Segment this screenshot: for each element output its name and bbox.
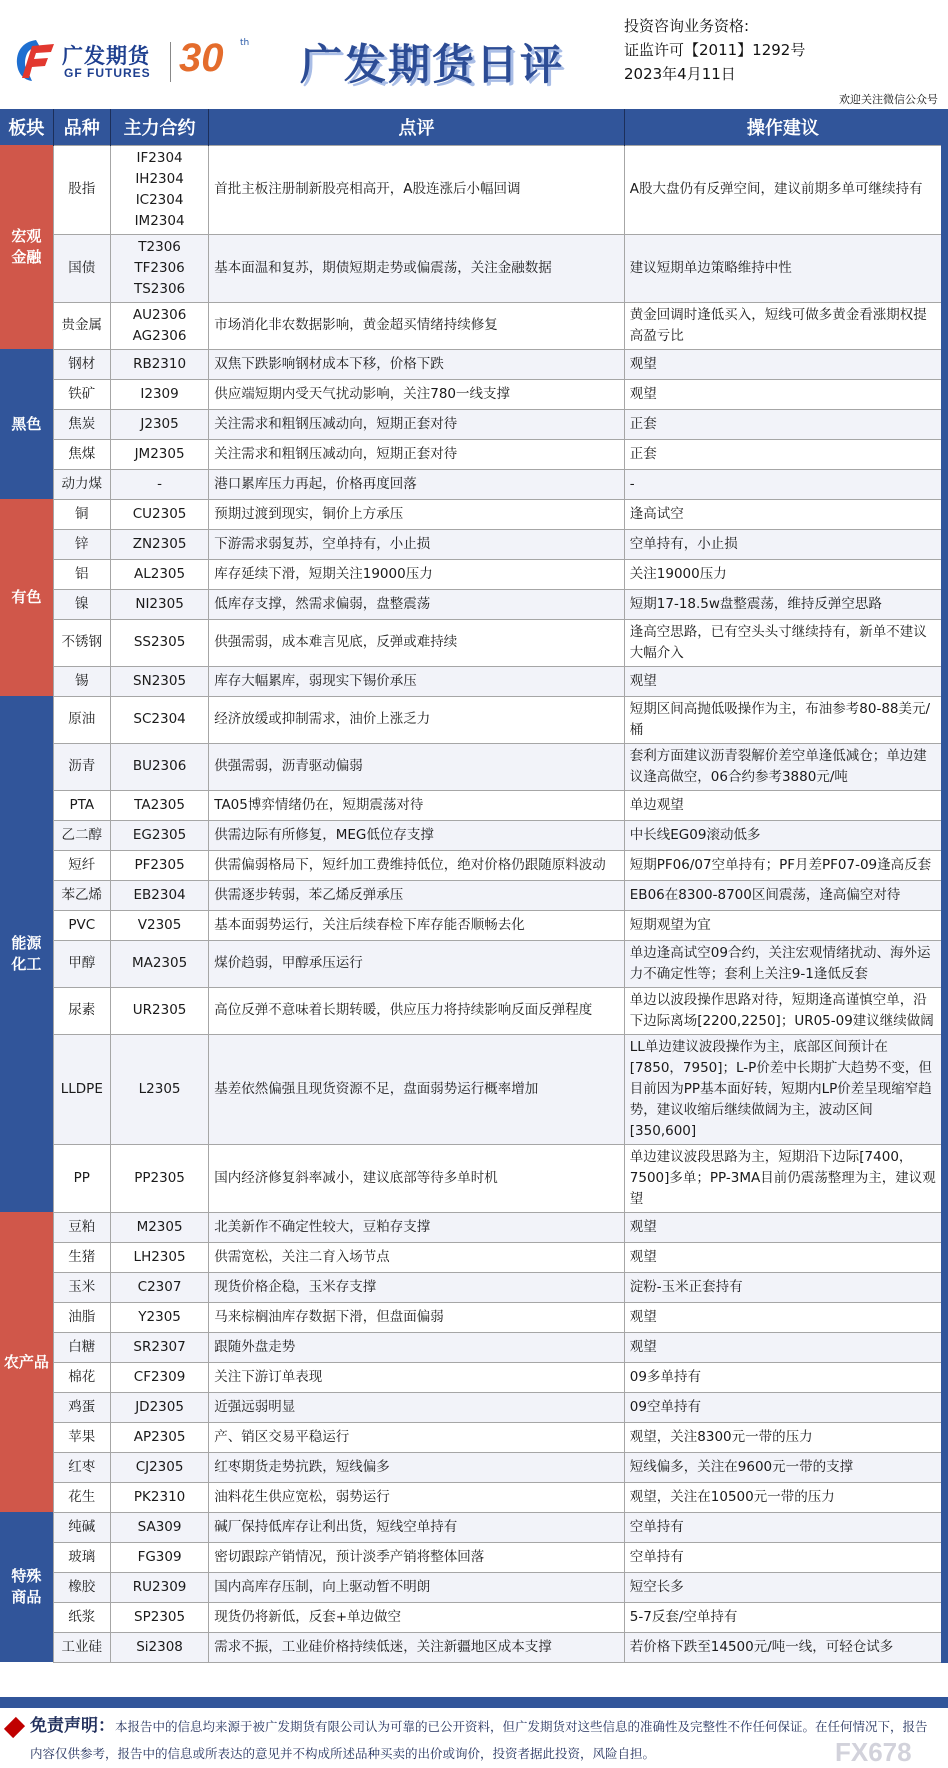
contract-cell: Y2305 <box>110 1302 208 1332</box>
comment-cell: 关注需求和粗钢压减动向，短期正套对待 <box>209 409 625 439</box>
advice-cell: 5-7反套/空单持有 <box>624 1602 944 1632</box>
variety-cell: 短纤 <box>53 850 110 880</box>
variety-cell: 铁矿 <box>53 379 110 409</box>
comment-cell: 供强需弱，沥青驱动偏弱 <box>209 743 625 790</box>
advice-cell: 观望 <box>624 1242 944 1272</box>
table-row <box>0 1512 945 1542</box>
contract-cell: M2305 <box>110 1212 208 1242</box>
contract-cell: SN2305 <box>110 666 208 696</box>
contract-cell: PF2305 <box>110 850 208 880</box>
table-row <box>0 469 945 499</box>
comment-cell: 油料花生供应宽松，弱势运行 <box>209 1482 625 1512</box>
col-header-comment: 点评 <box>209 109 625 145</box>
variety-cell: 甲醇 <box>53 940 110 987</box>
advice-cell: 09多单持有 <box>624 1362 944 1392</box>
contract-cell: Si2308 <box>110 1632 208 1662</box>
advice-cell: 空单持有，小止损 <box>624 529 944 559</box>
anniversary-logo: 30 <box>179 36 224 80</box>
table-row <box>0 589 945 619</box>
table-row <box>0 349 945 379</box>
advice-cell: 短期17-18.5w盘整震荡，维持反弹空思路 <box>624 589 944 619</box>
comment-cell: 跟随外盘走势 <box>209 1332 625 1362</box>
advice-cell: 观望 <box>624 1302 944 1332</box>
contract-cell: UR2305 <box>110 987 208 1034</box>
table-row <box>0 850 945 880</box>
advice-cell: 单边观望 <box>624 790 944 820</box>
contract-cell: SP2305 <box>110 1602 208 1632</box>
table-row <box>0 1272 945 1302</box>
variety-cell: 国债 <box>53 234 110 302</box>
variety-cell: 乙二醇 <box>53 820 110 850</box>
advice-cell: 单边以波段操作思路对待，短期逢高谨慎空单，沿下边际离场[2200,2250]；UR05-09建议继续做阔 <box>624 987 944 1034</box>
logo-en-text: GF FUTURES <box>64 66 151 80</box>
comment-cell: 红枣期货走势抗跌，短线偏多 <box>209 1452 625 1482</box>
variety-cell: 鸡蛋 <box>53 1392 110 1422</box>
contract-cell: MA2305 <box>110 940 208 987</box>
anniversary-suffix: th <box>240 38 250 48</box>
wechat-follow-note: 欢迎关注微信公众号 <box>839 93 938 106</box>
comment-cell: TA05博弈情绪仍在，短期震荡对待 <box>209 790 625 820</box>
table-row <box>0 1242 945 1272</box>
advice-cell: 正套 <box>624 409 944 439</box>
comment-cell: 煤价趋弱，甲醇承压运行 <box>209 940 625 987</box>
table-row <box>0 743 945 790</box>
table-row <box>0 1362 945 1392</box>
table-row <box>0 1542 945 1572</box>
variety-cell: 玻璃 <box>53 1542 110 1572</box>
disclaimer <box>30 1713 935 1767</box>
variety-cell: 工业硅 <box>53 1632 110 1662</box>
license-number: 证监许可【2011】1292号 <box>624 41 806 59</box>
advice-cell: 短期观望为宜 <box>624 910 944 940</box>
col-header-sector: 板块 <box>0 109 53 145</box>
comment-cell: 双焦下跌影响钢材成本下移，价格下跌 <box>209 349 625 379</box>
variety-cell: 贵金属 <box>53 302 110 349</box>
comment-cell: 基本面弱势运行，关注后续春检下库存能否顺畅去化 <box>209 910 625 940</box>
advice-cell: 09空单持有 <box>624 1392 944 1422</box>
comment-cell: 下游需求弱复苏，空单持有，小止损 <box>209 529 625 559</box>
variety-cell: 白糖 <box>53 1332 110 1362</box>
variety-cell: 钢材 <box>53 349 110 379</box>
col-header-variety: 品种 <box>53 109 110 145</box>
table-row <box>0 910 945 940</box>
advice-cell: 淀粉-玉米正套持有 <box>624 1272 944 1302</box>
table-row <box>0 409 945 439</box>
contract-cell: NI2305 <box>110 589 208 619</box>
qualification-label: 投资咨询业务资格: <box>624 17 750 35</box>
advice-cell: 套利方面建议沥青裂解价差空单逢低减仓；单边建议逢高做空，06合约参考3880元/吨 <box>624 743 944 790</box>
logo-divider <box>170 42 171 82</box>
comment-cell: 马来棕榈油库存数据下滑，但盘面偏弱 <box>209 1302 625 1332</box>
variety-cell: 豆粕 <box>53 1212 110 1242</box>
variety-cell: LLDPE <box>53 1034 110 1144</box>
comment-cell: 供强需弱，成本难言见底，反弹或难持续 <box>209 619 625 666</box>
table-row <box>0 1034 945 1144</box>
advice-cell: 逢高空思路，已有空头头寸继续持有，新单不建议大幅介入 <box>624 619 944 666</box>
advice-cell: 观望 <box>624 349 944 379</box>
sector-cell: 宏观 金融 <box>0 145 53 349</box>
contract-cell: IF2304 IH2304 IC2304 IM2304 <box>110 145 208 234</box>
variety-cell: 玉米 <box>53 1272 110 1302</box>
contract-cell: L2305 <box>110 1034 208 1144</box>
advice-cell: 建议短期单边策略维持中性 <box>624 234 944 302</box>
advice-cell: 观望，关注8300元一带的压力 <box>624 1422 944 1452</box>
contract-cell: SR2307 <box>110 1332 208 1362</box>
comment-cell: 密切跟踪产销情况，预计淡季产销将整体回落 <box>209 1542 625 1572</box>
contract-cell: I2309 <box>110 379 208 409</box>
comment-cell: 关注下游订单表现 <box>209 1362 625 1392</box>
comment-cell: 供需偏弱格局下，短纤加工费维持低位，绝对价格仍跟随原料波动 <box>209 850 625 880</box>
table-row <box>0 790 945 820</box>
variety-cell: 铝 <box>53 559 110 589</box>
gf-futures-logo <box>14 38 254 86</box>
sector-cell: 有色 <box>0 499 53 696</box>
gf-logo-icon <box>14 38 56 82</box>
comment-cell: 国内经济修复斜率减小，建议底部等待多单时机 <box>209 1144 625 1212</box>
sector-cell: 农产品 <box>0 1212 53 1512</box>
sector-cell: 黑色 <box>0 349 53 499</box>
advice-cell: 观望 <box>624 1332 944 1362</box>
variety-cell: PP <box>53 1144 110 1212</box>
disclaimer-text: 本报告中的信息均来源于被广发期货有限公司认为可靠的已公开资料，但广发期货对这些信息的准确性及完整性不作任何保证。在任何情况下，报告内容仅供参考，报告中的信息或所表达的意见并不构成所述品种买卖的出价或询价，投资者据此投资，风险自担。 <box>30 1719 928 1761</box>
advice-cell: 关注19000压力 <box>624 559 944 589</box>
table-row <box>0 529 945 559</box>
comment-cell: 供需边际有所修复，MEG低位存支撑 <box>209 820 625 850</box>
table-row <box>0 619 945 666</box>
variety-cell: 花生 <box>53 1482 110 1512</box>
variety-cell: 橡胶 <box>53 1572 110 1602</box>
advice-cell: 黄金回调时逢低买入，短线可做多黄金看涨期权提高盈亏比 <box>624 302 944 349</box>
col-header-advice: 操作建议 <box>624 109 944 145</box>
advice-cell: 单边建议波段思路为主，短期沿下边际[7400，7500]多单；PP-3MA目前仍震荡整理为主，建议观望 <box>624 1144 944 1212</box>
contract-cell: AU2306 AG2306 <box>110 302 208 349</box>
col-header-contract: 主力合约 <box>110 109 208 145</box>
advice-cell: 单边逢高试空09合约，关注宏观情绪扰动、海外运力不确定性等；套利上关注9-1逢低反套 <box>624 940 944 987</box>
advice-cell: A股大盘仍有反弹空间，建议前期多单可继续持有 <box>624 145 944 234</box>
variety-cell: 铜 <box>53 499 110 529</box>
variety-cell: 股指 <box>53 145 110 234</box>
comment-cell: 供需逐步转弱，苯乙烯反弹承压 <box>209 880 625 910</box>
table-row <box>0 1422 945 1452</box>
advice-cell: 中长线EG09滚动低多 <box>624 820 944 850</box>
advice-cell: EB06在8300-8700区间震荡，逢高偏空对待 <box>624 880 944 910</box>
table-row <box>0 234 945 302</box>
variety-cell: 焦炭 <box>53 409 110 439</box>
sector-cell: 特殊 商品 <box>0 1512 53 1662</box>
variety-cell: PVC <box>53 910 110 940</box>
variety-cell: 红枣 <box>53 1452 110 1482</box>
comment-cell: 北美新作不确定性较大，豆粕存支撑 <box>209 1212 625 1242</box>
comment-cell: 现货价格企稳，玉米存支撑 <box>209 1272 625 1302</box>
comment-cell: 基本面温和复苏，期债短期走势或偏震荡，关注金融数据 <box>209 234 625 302</box>
variety-cell: 生猪 <box>53 1242 110 1272</box>
contract-cell: AP2305 <box>110 1422 208 1452</box>
table-row <box>0 1302 945 1332</box>
comment-cell: 港口累库压力再起，价格再度回落 <box>209 469 625 499</box>
contract-cell: JM2305 <box>110 439 208 469</box>
advice-cell: 观望，关注在10500元一带的压力 <box>624 1482 944 1512</box>
contract-cell: T2306 TF2306 TS2306 <box>110 234 208 302</box>
contract-cell: PK2310 <box>110 1482 208 1512</box>
comment-cell: 国内高库存压制，向上驱动暂不明朗 <box>209 1572 625 1602</box>
page-title: 广发期货日评 <box>300 40 565 89</box>
table-row <box>0 1452 945 1482</box>
variety-cell: 不锈钢 <box>53 619 110 666</box>
table-row <box>0 379 945 409</box>
table-row <box>0 1332 945 1362</box>
contract-cell: BU2306 <box>110 743 208 790</box>
report-date: 2023年4月11日 <box>624 65 736 83</box>
variety-cell: 尿素 <box>53 987 110 1034</box>
comment-cell: 经济放缓或抑制需求，油价上涨乏力 <box>209 696 625 743</box>
comment-cell: 预期过渡到现实，铜价上方承压 <box>209 499 625 529</box>
comment-cell: 关注需求和粗钢压减动向，短期正套对待 <box>209 439 625 469</box>
advice-cell: 若价格下跌至14500元/吨一线，可轻仓试多 <box>624 1632 944 1662</box>
contract-cell: RU2309 <box>110 1572 208 1602</box>
disclaimer-heading: 免责声明： <box>30 1716 115 1736</box>
variety-cell: 苯乙烯 <box>53 880 110 910</box>
advice-cell: 短期PF06/07空单持有；PF月差PF07-09逢高反套 <box>624 850 944 880</box>
advice-cell: - <box>624 469 944 499</box>
table-row <box>0 499 945 529</box>
advice-cell: 短期区间高抛低吸操作为主，布油参考80-88美元/桶 <box>624 696 944 743</box>
contract-cell: EB2304 <box>110 880 208 910</box>
contract-cell: LH2305 <box>110 1242 208 1272</box>
advice-cell: LL单边建议波段操作为主，底部区间预计在[7850，7950]；L-P价差中长期扩大趋势不变，但目前因为PP基本面好转，短期内LP价差呈现缩窄趋势，建议收缩后继续做阔为主，波动区间[350,600] <box>624 1034 944 1144</box>
contract-cell: CU2305 <box>110 499 208 529</box>
variety-cell: 锌 <box>53 529 110 559</box>
watermark: FX678 <box>835 1737 912 1767</box>
table-header-row <box>0 109 945 145</box>
variety-cell: 焦煤 <box>53 439 110 469</box>
table-row <box>0 696 945 743</box>
table-row <box>0 1144 945 1212</box>
contract-cell: CF2309 <box>110 1362 208 1392</box>
variety-cell: 苹果 <box>53 1422 110 1452</box>
comment-cell: 碱厂保持低库存让利出货，短线空单持有 <box>209 1512 625 1542</box>
table-row <box>0 1572 945 1602</box>
contract-cell: SA309 <box>110 1512 208 1542</box>
comment-cell: 库存大幅累库，弱现实下锡价承压 <box>209 666 625 696</box>
comment-cell: 市场消化非农数据影响，黄金超买情绪持续修复 <box>209 302 625 349</box>
comment-cell: 产、销区交易平稳运行 <box>209 1422 625 1452</box>
comment-cell: 近强远弱明显 <box>209 1392 625 1422</box>
table-row <box>0 302 945 349</box>
variety-cell: 纸浆 <box>53 1602 110 1632</box>
logo-cn-text: 广发期货 <box>62 44 150 68</box>
comment-cell: 高位反弹不意味着长期转暖，供应压力将持续影响反面反弹程度 <box>209 987 625 1034</box>
table-row <box>0 439 945 469</box>
contract-cell: TA2305 <box>110 790 208 820</box>
comment-cell: 库存延续下滑，短期关注19000压力 <box>209 559 625 589</box>
contract-cell: CJ2305 <box>110 1452 208 1482</box>
contract-cell: EG2305 <box>110 820 208 850</box>
variety-cell: 沥青 <box>53 743 110 790</box>
contract-cell: C2307 <box>110 1272 208 1302</box>
table-row <box>0 1632 945 1662</box>
comment-cell: 供需宽松，关注二育入场节点 <box>209 1242 625 1272</box>
comment-cell: 基差依然偏强且现货资源不足，盘面弱势运行概率增加 <box>209 1034 625 1144</box>
comment-cell: 首批主板注册制新股亮相高开，A股连涨后小幅回调 <box>209 145 625 234</box>
variety-cell: 镍 <box>53 589 110 619</box>
advice-cell: 观望 <box>624 379 944 409</box>
comment-cell: 现货仍将新低，反套+单边做空 <box>209 1602 625 1632</box>
table-row <box>0 987 945 1034</box>
contract-cell: J2305 <box>110 409 208 439</box>
table-row <box>0 1212 945 1242</box>
advice-cell: 空单持有 <box>624 1512 944 1542</box>
variety-cell: 原油 <box>53 696 110 743</box>
table-row <box>0 145 945 234</box>
variety-cell: 锡 <box>53 666 110 696</box>
comment-cell: 供应端短期内受天气扰动影响，关注780一线支撑 <box>209 379 625 409</box>
table-row <box>0 940 945 987</box>
advice-cell: 短线偏多，关注在9600元一带的支撑 <box>624 1452 944 1482</box>
contract-cell: SS2305 <box>110 619 208 666</box>
variety-cell: 动力煤 <box>53 469 110 499</box>
comment-cell: 低库存支撑，然需求偏弱，盘整震荡 <box>209 589 625 619</box>
advice-cell: 观望 <box>624 1212 944 1242</box>
table-row <box>0 666 945 696</box>
table-row <box>0 820 945 850</box>
sector-cell: 能源 化工 <box>0 696 53 1212</box>
contract-cell: SC2304 <box>110 696 208 743</box>
contract-cell: PP2305 <box>110 1144 208 1212</box>
qualification-info <box>624 14 805 86</box>
table-row <box>0 559 945 589</box>
table-row <box>0 1392 945 1422</box>
advice-cell: 空单持有 <box>624 1542 944 1572</box>
table-row <box>0 1602 945 1632</box>
comment-cell: 需求不振，工业硅价格持续低迷，关注新疆地区成本支撑 <box>209 1632 625 1662</box>
variety-cell: 纯碱 <box>53 1512 110 1542</box>
advice-cell: 逢高试空 <box>624 499 944 529</box>
advice-cell: 观望 <box>624 666 944 696</box>
footer-bar <box>0 1697 948 1708</box>
contract-cell: FG309 <box>110 1542 208 1572</box>
advice-cell: 正套 <box>624 439 944 469</box>
table-row <box>0 1482 945 1512</box>
contract-cell: AL2305 <box>110 559 208 589</box>
table-row <box>0 880 945 910</box>
advice-cell: 短空长多 <box>624 1572 944 1602</box>
variety-cell: 棉花 <box>53 1362 110 1392</box>
diamond-icon <box>4 1717 25 1738</box>
contract-cell: V2305 <box>110 910 208 940</box>
contract-cell: ZN2305 <box>110 529 208 559</box>
variety-cell: 油脂 <box>53 1302 110 1332</box>
daily-review-table <box>0 109 948 1663</box>
variety-cell: PTA <box>53 790 110 820</box>
contract-cell: JD2305 <box>110 1392 208 1422</box>
contract-cell: - <box>110 469 208 499</box>
contract-cell: RB2310 <box>110 349 208 379</box>
